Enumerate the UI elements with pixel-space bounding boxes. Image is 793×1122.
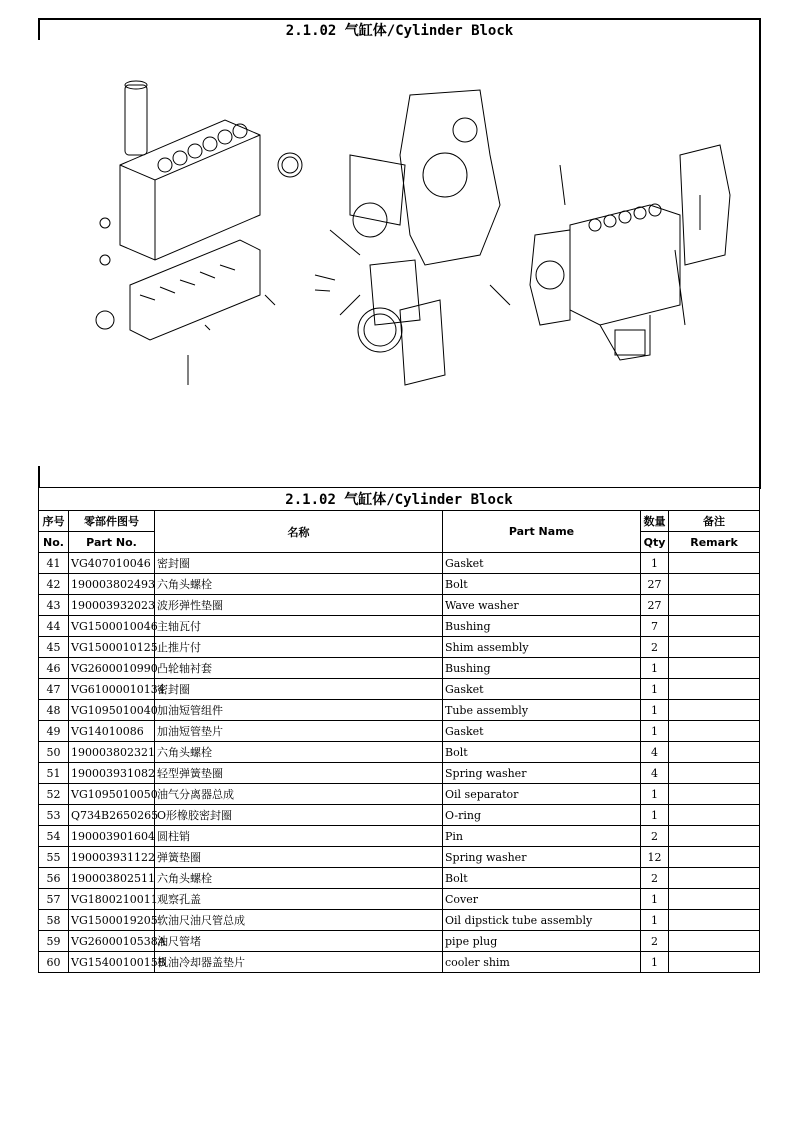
part-name: Gasket <box>443 679 641 700</box>
exploded-diagram <box>60 55 740 455</box>
remark <box>669 553 760 574</box>
row-number: 59 <box>39 931 69 952</box>
table-row <box>39 763 760 784</box>
part-name: Tube assembly <box>443 700 641 721</box>
part-number: VG2600010538A <box>69 931 155 952</box>
quantity: 4 <box>641 763 669 784</box>
table-row <box>39 952 760 973</box>
quantity: 1 <box>641 784 669 805</box>
part-number: VG1500010125 <box>69 637 155 658</box>
part-name: Bushing <box>443 616 641 637</box>
row-number: 51 <box>39 763 69 784</box>
part-name: Bolt <box>443 868 641 889</box>
quantity: 12 <box>641 847 669 868</box>
table-row <box>39 889 760 910</box>
part-name: pipe plug <box>443 931 641 952</box>
row-number: 50 <box>39 742 69 763</box>
quantity: 1 <box>641 553 669 574</box>
remark <box>669 658 760 679</box>
table-row <box>39 574 760 595</box>
remark <box>669 742 760 763</box>
header-no-cn: 序号 <box>39 511 69 532</box>
part-name: Spring washer <box>443 847 641 868</box>
table-row <box>39 742 760 763</box>
part-number: VG61000010134 <box>69 679 155 700</box>
name-cn: 主轴瓦付 <box>155 616 443 637</box>
quantity: 2 <box>641 826 669 847</box>
table-row <box>39 784 760 805</box>
name-cn: 六角头螺栓 <box>155 742 443 763</box>
header-name-cn: 名称 <box>155 511 443 553</box>
engine-assembly-drawing <box>530 145 730 360</box>
remark <box>669 784 760 805</box>
frame-edge <box>38 466 40 488</box>
quantity: 7 <box>641 616 669 637</box>
row-number: 52 <box>39 784 69 805</box>
name-cn: 密封圈 <box>155 553 443 574</box>
quantity: 1 <box>641 910 669 931</box>
table-row <box>39 700 760 721</box>
quantity: 1 <box>641 805 669 826</box>
header-part-cn: 零部件图号 <box>69 511 155 532</box>
name-cn: 油尺管堵 <box>155 931 443 952</box>
part-number: VG2600010990 <box>69 658 155 679</box>
quantity: 4 <box>641 742 669 763</box>
part-name: Shim assembly <box>443 637 641 658</box>
remark <box>669 826 760 847</box>
part-number: 190003931082 <box>69 763 155 784</box>
remark <box>669 679 760 700</box>
quantity: 1 <box>641 700 669 721</box>
header-remark-cn: 备注 <box>669 511 760 532</box>
name-cn: 加油短管垫片 <box>155 721 443 742</box>
quantity: 27 <box>641 574 669 595</box>
row-number: 56 <box>39 868 69 889</box>
row-number: 47 <box>39 679 69 700</box>
part-number: 190003802321 <box>69 742 155 763</box>
part-number: 190003802493 <box>69 574 155 595</box>
remark <box>669 721 760 742</box>
table-row <box>39 658 760 679</box>
part-number: 190003901604 <box>69 826 155 847</box>
table-row <box>39 553 760 574</box>
part-name: Bolt <box>443 742 641 763</box>
part-name: Bolt <box>443 574 641 595</box>
name-cn: 软油尺油尺管总成 <box>155 910 443 931</box>
part-number: VG1095010040 <box>69 700 155 721</box>
row-number: 58 <box>39 910 69 931</box>
name-cn: 弹簧垫圈 <box>155 847 443 868</box>
name-cn: 止推片付 <box>155 637 443 658</box>
header-no-en: No. <box>39 532 69 553</box>
page-title: 2.1.02 气缸体/Cylinder Block <box>285 23 514 39</box>
table-row <box>39 616 760 637</box>
part-name: Wave washer <box>443 595 641 616</box>
part-number: 190003931122 <box>69 847 155 868</box>
remark <box>669 868 760 889</box>
remark <box>669 763 760 784</box>
row-number: 53 <box>39 805 69 826</box>
remark <box>669 910 760 931</box>
name-cn: 六角头螺栓 <box>155 868 443 889</box>
row-number: 54 <box>39 826 69 847</box>
part-number: VG1540010015B <box>69 952 155 973</box>
remark <box>669 931 760 952</box>
table-title: 2.1.02 气缸体/Cylinder Block <box>39 488 760 511</box>
header-part-en: Part No. <box>69 532 155 553</box>
part-name: Gasket <box>443 553 641 574</box>
part-name: Oil dipstick tube assembly <box>443 910 641 931</box>
row-number: 55 <box>39 847 69 868</box>
row-number: 57 <box>39 889 69 910</box>
part-name: Pin <box>443 826 641 847</box>
header-part-name: Part Name <box>443 511 641 553</box>
part-number: VG1500010046 <box>69 616 155 637</box>
name-cn: 轻型弹簧垫圈 <box>155 763 443 784</box>
part-number: VG1095010050 <box>69 784 155 805</box>
remark <box>669 700 760 721</box>
quantity: 1 <box>641 679 669 700</box>
table-row <box>39 868 760 889</box>
quantity: 1 <box>641 721 669 742</box>
name-cn: 密封圈 <box>155 679 443 700</box>
part-number: VG1500019205 <box>69 910 155 931</box>
name-cn: 加油短管组件 <box>155 700 443 721</box>
quantity: 2 <box>641 637 669 658</box>
table-row <box>39 721 760 742</box>
quantity: 1 <box>641 889 669 910</box>
front-cover-drawing <box>315 90 510 385</box>
remark <box>669 595 760 616</box>
remark <box>669 847 760 868</box>
remark <box>669 637 760 658</box>
quantity: 27 <box>641 595 669 616</box>
quantity: 2 <box>641 868 669 889</box>
parts-table <box>38 487 760 973</box>
name-cn: 凸轮轴衬套 <box>155 658 443 679</box>
part-number: VG407010046 <box>69 553 155 574</box>
part-name: O-ring <box>443 805 641 826</box>
row-number: 48 <box>39 700 69 721</box>
row-number: 43 <box>39 595 69 616</box>
part-name: cooler shim <box>443 952 641 973</box>
row-number: 44 <box>39 616 69 637</box>
row-number: 42 <box>39 574 69 595</box>
table-row <box>39 931 760 952</box>
remark <box>669 889 760 910</box>
row-number: 60 <box>39 952 69 973</box>
name-cn: 波形弹性垫圈 <box>155 595 443 616</box>
header-remark-en: Remark <box>669 532 760 553</box>
part-number: Q734B2650265 <box>69 805 155 826</box>
part-name: Cover <box>443 889 641 910</box>
header-qty-en: Qty <box>641 532 669 553</box>
row-number: 41 <box>39 553 69 574</box>
part-number: 190003932023 <box>69 595 155 616</box>
quantity: 1 <box>641 658 669 679</box>
quantity: 2 <box>641 931 669 952</box>
name-cn: 观察孔盖 <box>155 889 443 910</box>
table-row <box>39 910 760 931</box>
table-row <box>39 637 760 658</box>
row-number: 49 <box>39 721 69 742</box>
name-cn: 圆柱销 <box>155 826 443 847</box>
part-name: Gasket <box>443 721 641 742</box>
row-number: 46 <box>39 658 69 679</box>
header-qty-cn: 数量 <box>641 511 669 532</box>
part-number: VG14010086 <box>69 721 155 742</box>
remark <box>669 574 760 595</box>
part-name: Bushing <box>443 658 641 679</box>
name-cn: O形橡胶密封圈 <box>155 805 443 826</box>
table-row <box>39 805 760 826</box>
remark <box>669 805 760 826</box>
name-cn: 油气分离器总成 <box>155 784 443 805</box>
remark <box>669 616 760 637</box>
part-number: 190003802511 <box>69 868 155 889</box>
remark <box>669 952 760 973</box>
table-row <box>39 847 760 868</box>
part-name: Oil separator <box>443 784 641 805</box>
part-number: VG1800210011 <box>69 889 155 910</box>
part-name: Spring washer <box>443 763 641 784</box>
quantity: 1 <box>641 952 669 973</box>
table-row <box>39 679 760 700</box>
table-row <box>39 595 760 616</box>
table-row <box>39 826 760 847</box>
name-cn: 六角头螺栓 <box>155 574 443 595</box>
name-cn: 机油冷却器盖垫片 <box>155 952 443 973</box>
cylinder-block-drawing <box>96 81 302 385</box>
row-number: 45 <box>39 637 69 658</box>
